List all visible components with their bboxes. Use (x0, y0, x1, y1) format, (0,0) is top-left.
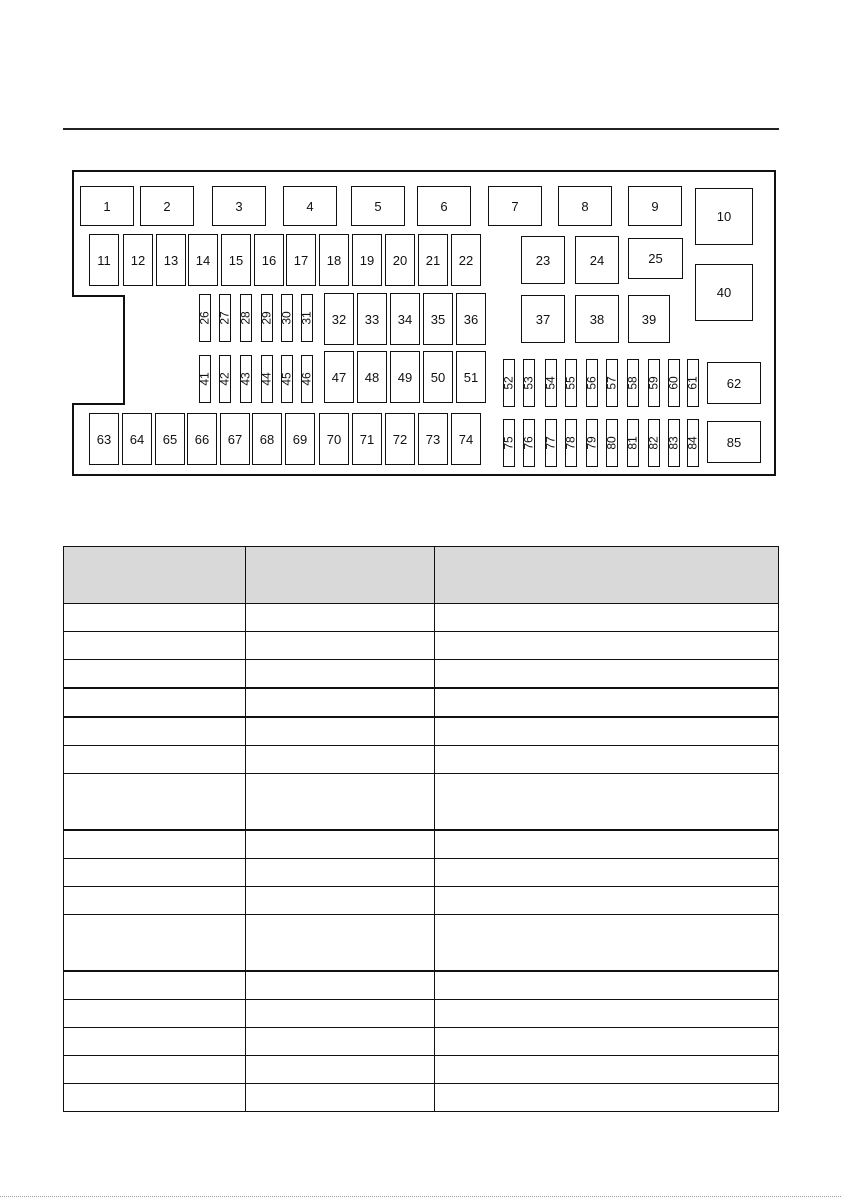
fuse-label: 19 (359, 252, 375, 268)
fuse-3 (212, 186, 266, 226)
fuse-label: 84 (686, 436, 701, 450)
fuse-49 (390, 351, 420, 403)
fuse-39 (628, 295, 670, 343)
fuse-label: 49 (397, 369, 413, 385)
table-cell (64, 1084, 246, 1112)
fuse-label: 63 (96, 431, 112, 447)
fuse-label: 44 (260, 372, 275, 386)
fuse-label: 6 (440, 198, 448, 214)
fuse-17 (286, 234, 316, 286)
fuse-label: 76 (522, 436, 537, 450)
fuse-74 (451, 413, 481, 465)
fuse-label: 35 (430, 311, 446, 327)
fuse-label: 46 (300, 372, 315, 386)
table-header-cell (435, 547, 779, 604)
fuse-label: 41 (198, 372, 213, 386)
fuse-label: 83 (667, 436, 682, 450)
fuse-85 (707, 421, 761, 463)
fuse-53 (523, 359, 535, 407)
fuse-81 (627, 419, 639, 467)
fuse-label: 66 (194, 431, 210, 447)
fuse-27 (219, 294, 231, 342)
fuse-14 (188, 234, 218, 286)
fuse-label: 37 (535, 311, 551, 327)
fuse-23 (521, 236, 565, 284)
table-cell (435, 774, 779, 831)
fuse-67 (220, 413, 250, 465)
table-cell (245, 717, 435, 746)
fuse-table (63, 546, 779, 1112)
table-cell (245, 1084, 435, 1112)
fuse-72 (385, 413, 415, 465)
fuse-label: 70 (326, 431, 342, 447)
fuse-36 (456, 293, 486, 345)
fuse-19 (352, 234, 382, 286)
fuse-2 (140, 186, 194, 226)
header-rule (63, 128, 779, 130)
table-row (64, 746, 779, 774)
fuse-31 (301, 294, 313, 342)
fuse-label: 36 (463, 311, 479, 327)
fuse-60 (668, 359, 680, 407)
fuse-label: 38 (589, 311, 605, 327)
fuse-76 (523, 419, 535, 467)
fuse-label: 27 (218, 311, 233, 325)
fuse-label: 77 (544, 436, 559, 450)
fuse-label: 32 (331, 311, 347, 327)
fuse-4 (283, 186, 337, 226)
table-row (64, 1056, 779, 1084)
table-cell (245, 1056, 435, 1084)
fuse-12 (123, 234, 153, 286)
table-cell (245, 746, 435, 774)
table-row (64, 604, 779, 632)
fuse-24 (575, 236, 619, 284)
table-row (64, 971, 779, 1000)
fuse-55 (565, 359, 577, 407)
fuse-33 (357, 293, 387, 345)
fuse-label: 20 (392, 252, 408, 268)
table-cell (435, 604, 779, 632)
table-cell (64, 774, 246, 831)
fuse-label: 5 (374, 198, 382, 214)
fuse-label: 24 (589, 252, 605, 268)
table-cell (64, 915, 246, 972)
fuse-50 (423, 351, 453, 403)
table-cell (64, 717, 246, 746)
fuse-label: 42 (218, 372, 233, 386)
fuse-label: 78 (564, 436, 579, 450)
fuse-65 (155, 413, 185, 465)
fuse-13 (156, 234, 186, 286)
fuse-28 (240, 294, 252, 342)
table-row (64, 660, 779, 689)
table-cell (435, 746, 779, 774)
fuse-70 (319, 413, 349, 465)
table-cell (64, 604, 246, 632)
fuse-62 (707, 362, 761, 404)
fuse-label: 2 (163, 198, 171, 214)
fuse-78 (565, 419, 577, 467)
fuse-37 (521, 295, 565, 343)
fuse-64 (122, 413, 152, 465)
table-cell (64, 660, 246, 689)
table-cell (435, 915, 779, 972)
fuse-label: 67 (227, 431, 243, 447)
table-header-cell (245, 547, 435, 604)
fuse-label: 25 (648, 251, 663, 266)
table-row (64, 688, 779, 717)
table-cell (435, 971, 779, 1000)
fuse-58 (627, 359, 639, 407)
fuse-label: 48 (364, 369, 380, 385)
fuse-label: 31 (300, 311, 315, 325)
fuse-10 (695, 188, 753, 245)
fuse-label: 8 (581, 198, 589, 214)
table-cell (435, 830, 779, 859)
fuse-80 (606, 419, 618, 467)
table-cell (245, 604, 435, 632)
fuse-46 (301, 355, 313, 403)
fuse-label: 14 (195, 252, 211, 268)
fuse-label: 71 (359, 431, 375, 447)
fuse-label: 28 (239, 311, 254, 325)
fuse-68 (252, 413, 282, 465)
table-cell (245, 1028, 435, 1056)
fuse-label: 82 (647, 436, 662, 450)
fuse-label: 64 (129, 431, 145, 447)
table-cell (435, 859, 779, 887)
fuse-59 (648, 359, 660, 407)
table-row (64, 717, 779, 746)
fuse-30 (281, 294, 293, 342)
fuse-51 (456, 351, 486, 403)
table-cell (245, 971, 435, 1000)
fuse-label: 39 (641, 311, 657, 327)
table-cell (64, 632, 246, 660)
table-cell (435, 688, 779, 717)
fuse-label: 47 (331, 369, 347, 385)
table-header-row (64, 547, 779, 604)
table-cell (245, 859, 435, 887)
table-row (64, 915, 779, 972)
fuse-26 (199, 294, 211, 342)
fuse-label: 81 (626, 436, 641, 450)
fuse-54 (545, 359, 557, 407)
fuse-label: 61 (686, 376, 701, 390)
table-row (64, 774, 779, 831)
fuse-label: 85 (726, 434, 742, 450)
fuse-label: 18 (326, 252, 342, 268)
fuse-35 (423, 293, 453, 345)
fuse-label: 65 (162, 431, 178, 447)
table-cell (435, 1000, 779, 1028)
fuse-label: 58 (626, 376, 641, 390)
fuse-label: 55 (564, 376, 579, 390)
fuse-label: 53 (522, 376, 537, 390)
table-cell (435, 1056, 779, 1084)
fuse-57 (606, 359, 618, 407)
fuse-75 (503, 419, 515, 467)
fuse-label: 23 (535, 252, 551, 268)
fuse-label: 73 (425, 431, 441, 447)
fuse-40 (695, 264, 753, 321)
fuse-label: 10 (716, 209, 732, 224)
fuse-label: 15 (228, 252, 244, 268)
fuse-52 (503, 359, 515, 407)
fuse-11 (89, 234, 119, 286)
fuse-45 (281, 355, 293, 403)
table-cell (245, 688, 435, 717)
fuse-1 (80, 186, 134, 226)
fuse-63 (89, 413, 119, 465)
fuse-48 (357, 351, 387, 403)
fuse-71 (352, 413, 382, 465)
fuse-label: 40 (716, 285, 732, 300)
fuse-42 (219, 355, 231, 403)
fuse-61 (687, 359, 699, 407)
fuse-label: 22 (458, 252, 474, 268)
table-cell (435, 887, 779, 915)
table-row (64, 1084, 779, 1112)
fuse-label: 74 (458, 431, 474, 447)
fuse-29 (261, 294, 273, 342)
fuse-label: 54 (544, 376, 559, 390)
fuse-label: 80 (605, 436, 620, 450)
fuse-label: 59 (647, 376, 662, 390)
table-cell (64, 1056, 246, 1084)
fuse-label: 9 (651, 198, 659, 214)
fuse-66 (187, 413, 217, 465)
fuse-20 (385, 234, 415, 286)
fuse-9 (628, 186, 682, 226)
fuse-38 (575, 295, 619, 343)
table-header-cell (64, 547, 246, 604)
table-cell (245, 1000, 435, 1028)
fuse-label: 17 (293, 252, 309, 268)
fuse-73 (418, 413, 448, 465)
fuse-label: 69 (292, 431, 308, 447)
fuse-69 (285, 413, 315, 465)
fuse-47 (324, 351, 354, 403)
fuse-56 (586, 359, 598, 407)
fuse-label: 1 (103, 198, 111, 214)
fuse-25 (628, 238, 683, 279)
fuse-label: 50 (430, 369, 446, 385)
table-cell (64, 1000, 246, 1028)
fuse-label: 34 (397, 311, 413, 327)
fuse-label: 29 (260, 311, 275, 325)
fuse-label: 11 (97, 252, 111, 268)
fuse-7 (488, 186, 542, 226)
table-row (64, 1028, 779, 1056)
fuse-34 (390, 293, 420, 345)
table-row (64, 632, 779, 660)
fuse-44 (261, 355, 273, 403)
fuse-21 (418, 234, 448, 286)
fuse-label: 43 (239, 372, 254, 386)
fuse-82 (648, 419, 660, 467)
table-cell (435, 632, 779, 660)
fuse-77 (545, 419, 557, 467)
fuse-label: 68 (259, 431, 275, 447)
fuse-label: 72 (392, 431, 408, 447)
fuse-label: 33 (364, 311, 380, 327)
table-body (64, 604, 779, 1112)
table-cell (435, 1084, 779, 1112)
fuse-label: 16 (261, 252, 277, 268)
fuse-label: 57 (605, 376, 620, 390)
fuse-5 (351, 186, 405, 226)
table-cell (64, 1028, 246, 1056)
fuse-label: 79 (585, 436, 600, 450)
table-cell (64, 887, 246, 915)
table-cell (245, 887, 435, 915)
fuse-label: 3 (235, 198, 243, 214)
table-cell (245, 830, 435, 859)
table-cell (245, 774, 435, 831)
table-cell (435, 1028, 779, 1056)
fuse-label: 75 (502, 436, 517, 450)
fuse-8 (558, 186, 612, 226)
fuse-label: 4 (306, 198, 314, 214)
fuse-41 (199, 355, 211, 403)
fuse-43 (240, 355, 252, 403)
table-cell (245, 660, 435, 689)
fuse-label: 13 (163, 252, 179, 268)
fuse-22 (451, 234, 481, 286)
fuse-label: 30 (280, 311, 295, 325)
fuse-32 (324, 293, 354, 345)
fuse-label: 45 (280, 372, 295, 386)
table-cell (245, 915, 435, 972)
table-cell (64, 688, 246, 717)
fuse-label: 26 (198, 311, 213, 325)
table-cell (64, 746, 246, 774)
fuse-label: 51 (463, 369, 479, 385)
table-cell (64, 830, 246, 859)
fuse-label: 7 (511, 198, 519, 214)
table-cell (435, 717, 779, 746)
table-row (64, 1000, 779, 1028)
fuse-label: 62 (726, 375, 742, 391)
fuse-label: 56 (585, 376, 600, 390)
fuse-label: 52 (502, 376, 517, 390)
fuse-label: 12 (130, 252, 146, 268)
table-row (64, 830, 779, 859)
fuse-label: 21 (425, 252, 441, 268)
table-row (64, 859, 779, 887)
fuse-6 (417, 186, 471, 226)
table-cell (64, 971, 246, 1000)
fuse-18 (319, 234, 349, 286)
fuse-16 (254, 234, 284, 286)
table-cell (245, 632, 435, 660)
fuse-panel-diagram (72, 170, 776, 476)
table-cell (64, 859, 246, 887)
table-cell (435, 660, 779, 689)
fuse-79 (586, 419, 598, 467)
fuse-84 (687, 419, 699, 467)
table-row (64, 887, 779, 915)
fuse-label: 60 (667, 376, 682, 390)
fuse-83 (668, 419, 680, 467)
page-bottom-border (0, 1196, 841, 1197)
fuse-15 (221, 234, 251, 286)
